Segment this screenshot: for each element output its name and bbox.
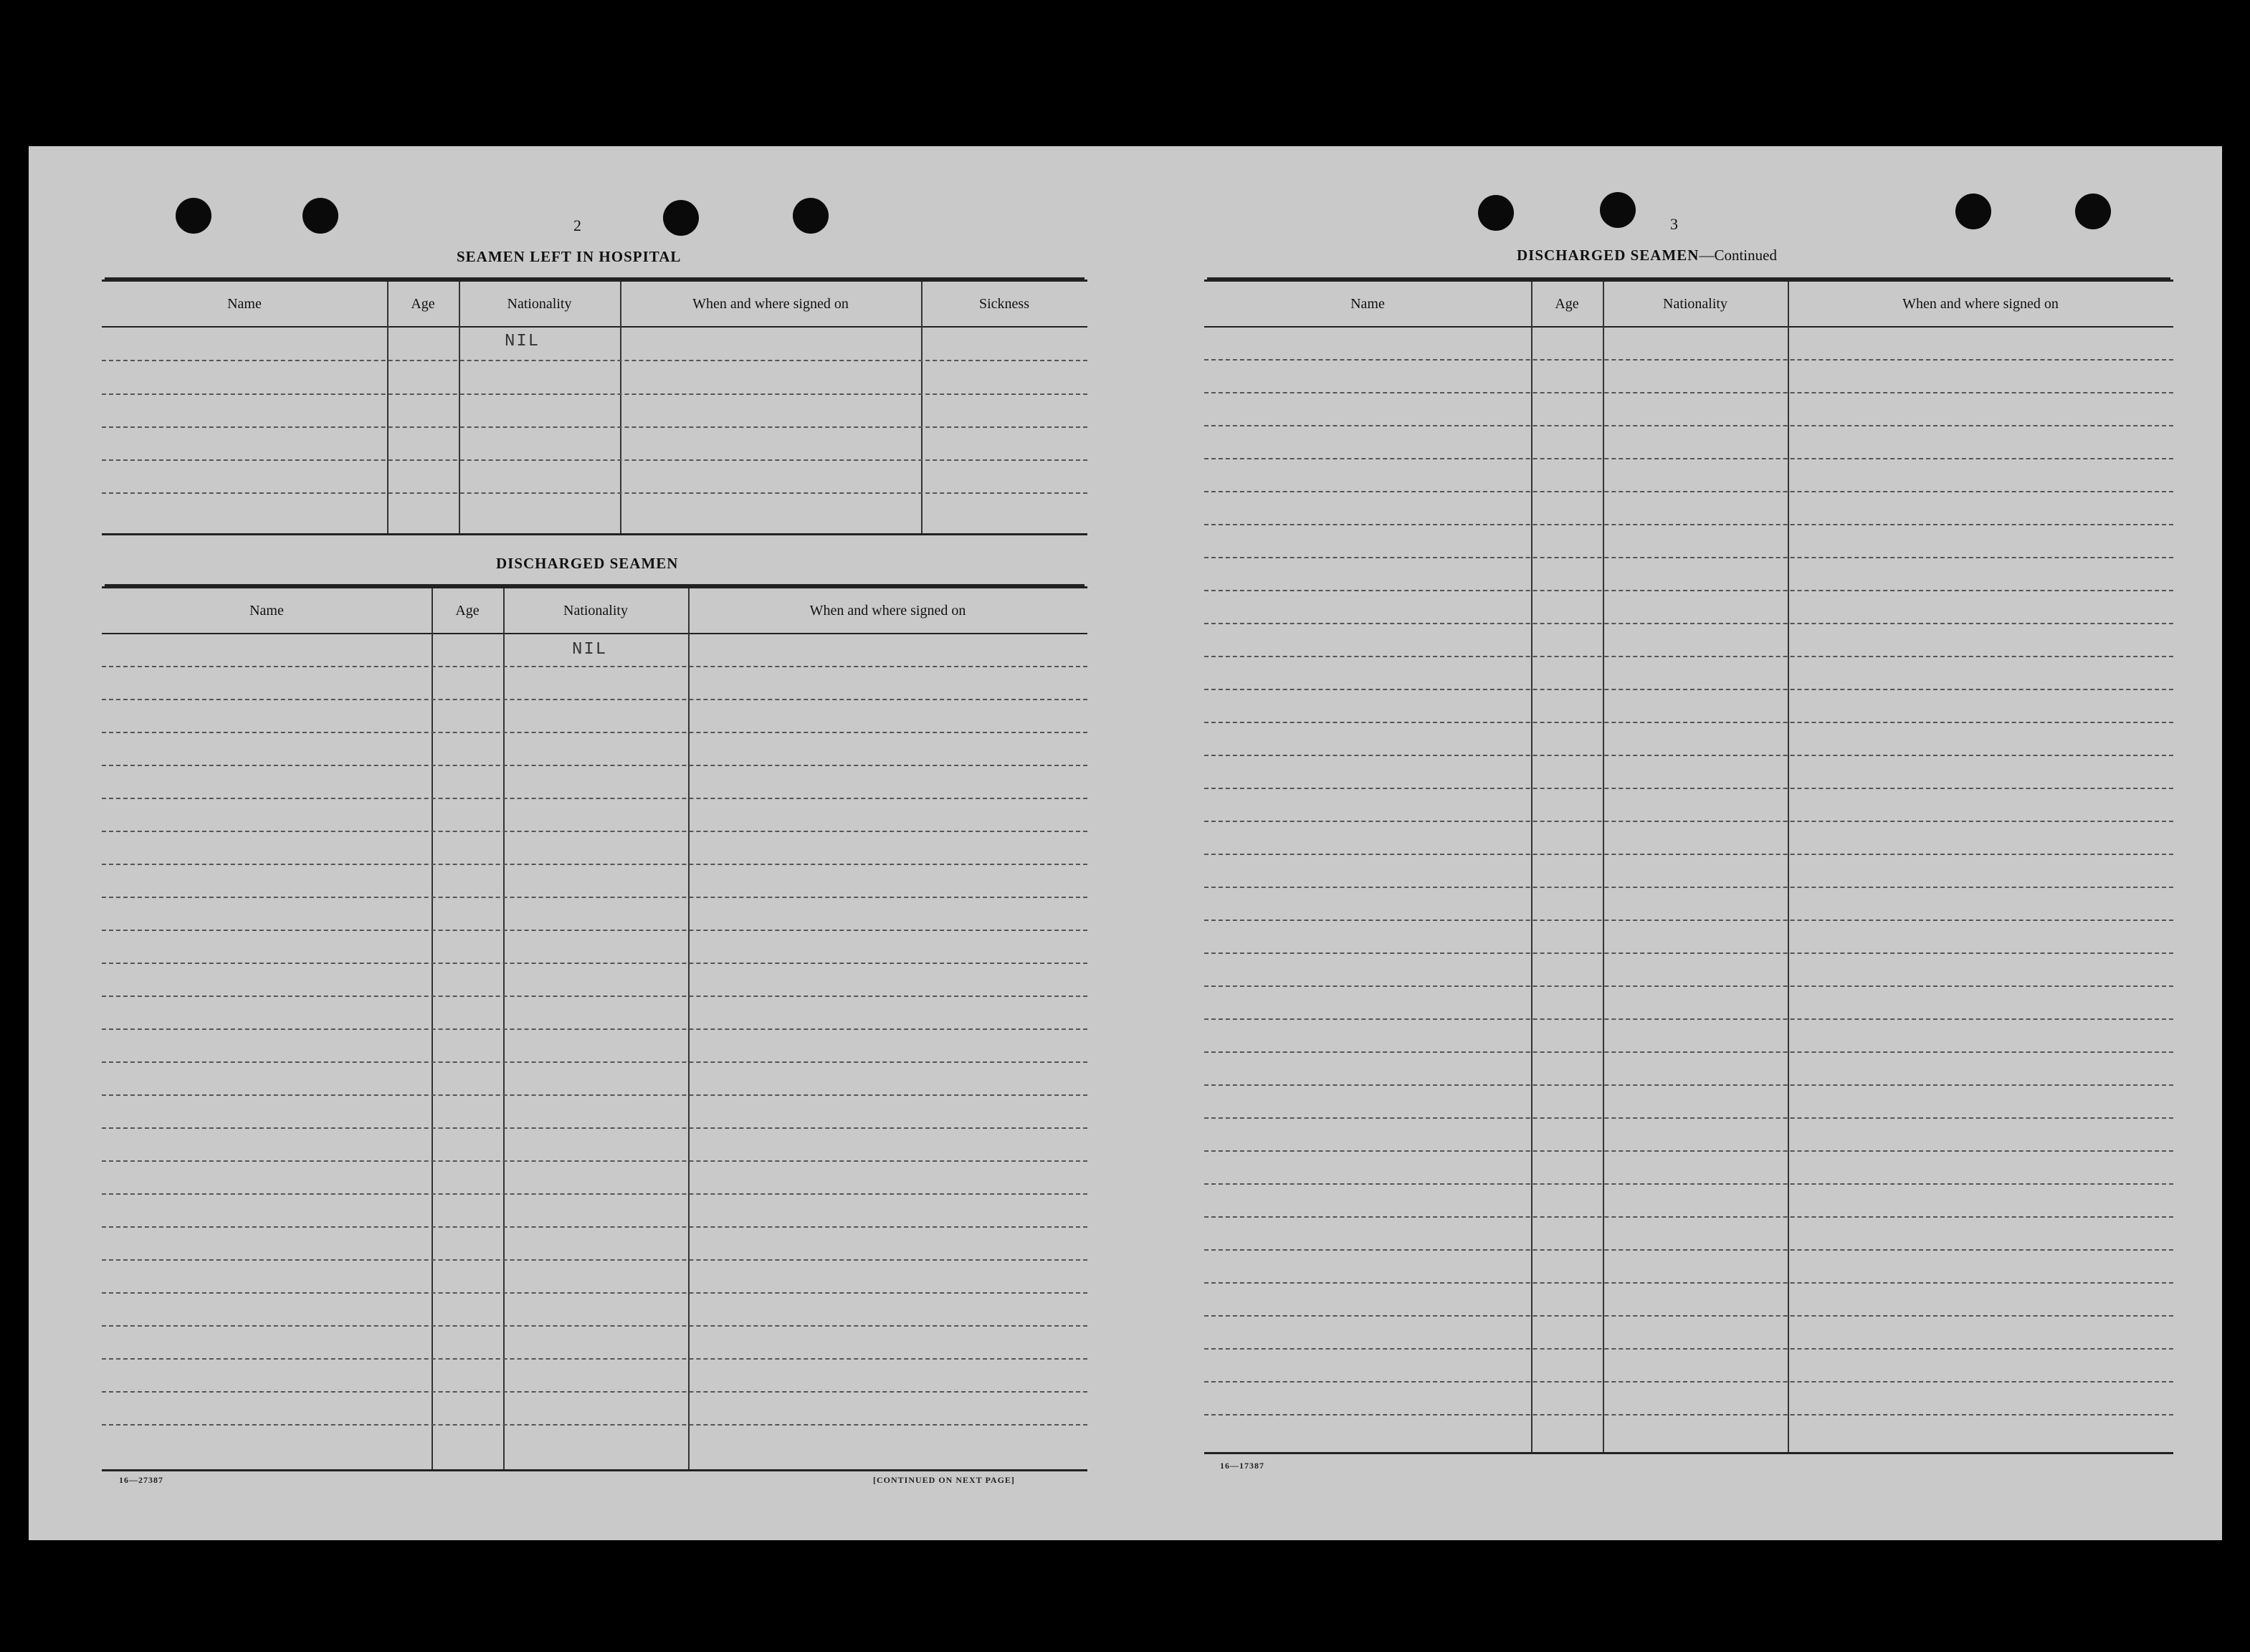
discharged-nationality-value: NIL [572,640,608,659]
col-head-name: Name [1350,295,1385,312]
col-head-nationality: Nationality [563,602,628,619]
continued-note: [CONTINUED ON NEXT PAGE] [873,1475,1015,1485]
punch-hole [793,198,829,234]
discharged-continued-title-main: DISCHARGED SEAMEN [1517,247,1700,264]
punch-hole [1600,192,1636,228]
discharged-continued-title-suffix: —Continued [1699,247,1777,264]
punch-hole [1478,195,1514,231]
left-page-number: 2 [573,216,581,234]
col-head-name: Name [249,602,284,619]
discharged-section-title: DISCHARGED SEAMEN [496,555,679,572]
col-head-nationality: Nationality [507,295,572,312]
hospital-section-title: SEAMEN LEFT IN HOSPITAL [457,248,682,265]
left-form-number: 16—27387 [119,1475,163,1485]
discharged-continued-table-header [1204,282,2173,328]
punch-hole [2075,194,2111,229]
right-page-number: 3 [1670,215,1678,233]
hospital-table [102,280,1087,535]
col-head-signed-on: When and where signed on [809,602,966,619]
discharged-continued-title [1517,247,1777,264]
col-head-name: Name [227,295,262,312]
col-head-signed-on: When and where signed on [692,295,849,312]
punch-hole [302,198,338,234]
punch-hole [1955,194,1991,229]
hospital-nationality-value: NIL [505,332,540,351]
document-sheet [29,146,2222,1540]
col-head-nationality: Nationality [1663,295,1727,312]
hospital-table-header [102,282,1087,328]
right-form-number: 16—17387 [1220,1461,1264,1471]
discharged-continued-table [1204,280,2173,1454]
discharged-table [102,586,1087,1471]
col-head-age: Age [1555,295,1579,312]
discharged-table-header [102,588,1087,634]
punch-hole [663,200,699,236]
col-head-sickness: Sickness [979,295,1029,312]
col-head-age: Age [455,602,480,619]
col-head-age: Age [411,295,435,312]
col-head-signed-on: When and where signed on [1902,295,2059,312]
punch-hole [176,198,211,234]
